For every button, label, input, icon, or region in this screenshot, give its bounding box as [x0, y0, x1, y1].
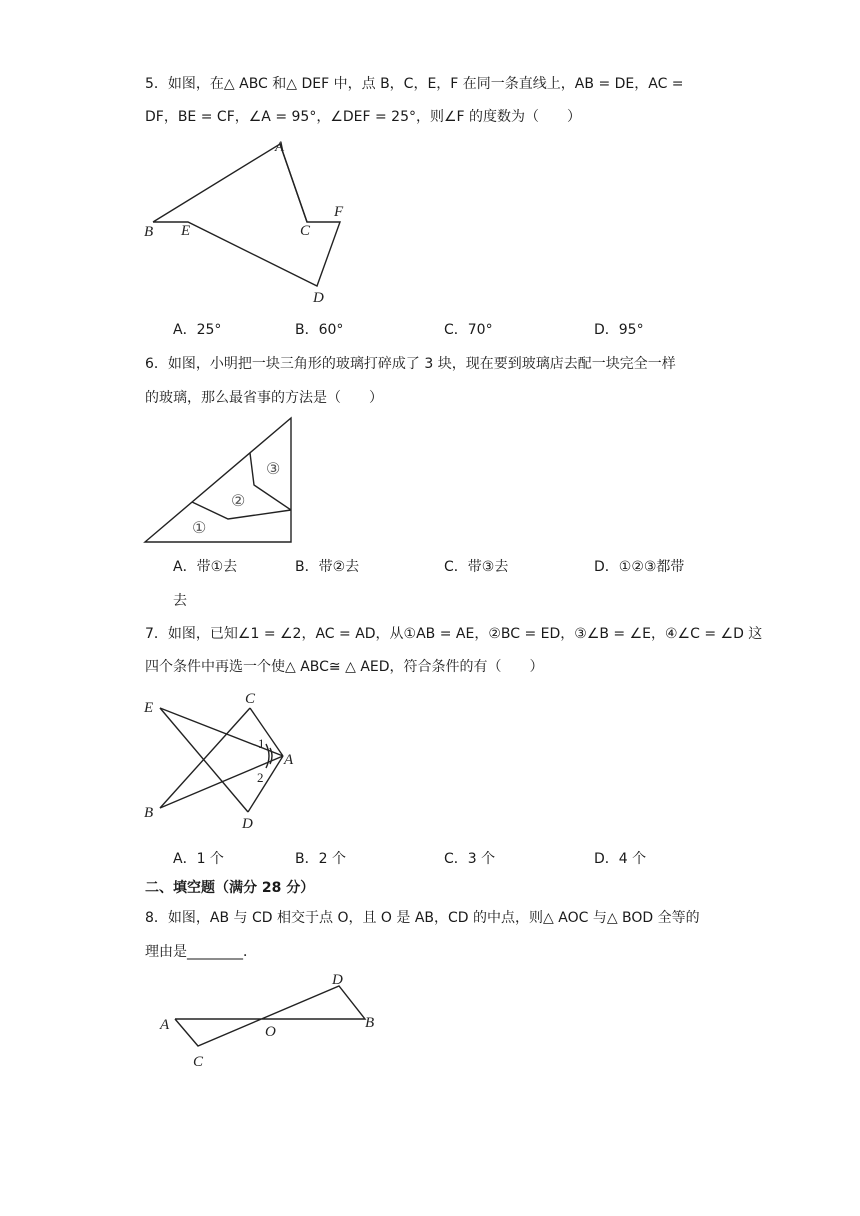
q7-label-B: B — [144, 805, 154, 821]
q8-label-B: B — [365, 1015, 375, 1031]
q6-option-d-wrap: 去 — [173, 593, 187, 609]
q5-option-a[interactable]: A．25° — [173, 322, 222, 338]
q6-option-c[interactable]: C．带③去 — [444, 559, 509, 575]
q8-label-A: A — [160, 1017, 170, 1033]
q6-figure — [140, 412, 300, 551]
q8-label-C: C — [193, 1054, 204, 1070]
q5-option-c[interactable]: C．70° — [444, 322, 493, 338]
q6-piece-3: ③ — [266, 461, 281, 478]
q7-option-d[interactable]: D．4 个 — [594, 851, 647, 867]
q5-option-b[interactable]: B．60° — [295, 322, 344, 338]
q6-text-line1: 6．如图，小明把一块三角形的玻璃打碎成了 3 块，现在要到玻璃店去配一块完全一样 — [145, 356, 676, 372]
q6-option-a[interactable]: A．带①去 — [173, 559, 238, 575]
q5-label-A: A — [275, 139, 285, 155]
q7-option-c[interactable]: C．3 个 — [444, 851, 496, 867]
q7-angle-2: 2 — [257, 770, 264, 785]
q7-label-E: E — [144, 700, 154, 716]
q8-figure — [150, 966, 390, 1080]
q5-label-F: F — [334, 204, 344, 220]
q5-option-d[interactable]: D．95° — [594, 322, 644, 338]
section-2-title: 二、填空题（满分 28 分） — [145, 880, 315, 896]
q5-text-line1: 5．如图，在△ ABC 和△ DEF 中，点 B，C，E，F 在同一条直线上，AB = DE，AC = — [145, 76, 684, 92]
q5-label-C: C — [300, 223, 311, 239]
q5-label-E: E — [181, 223, 191, 239]
q6-piece-2: ② — [231, 493, 246, 510]
q5-label-B: B — [144, 224, 154, 240]
q5-text-line2: DF，BE = CF，∠A = 95°，∠DEF = 25°，则∠F 的度数为（ ） — [145, 109, 582, 125]
q7-angle-1: 1 — [258, 736, 265, 751]
q8-label-D: D — [332, 972, 343, 988]
q7-label-C: C — [245, 691, 256, 707]
q8-text-line2: 理由是________． — [145, 944, 257, 960]
q7-text-line2: 四个条件中再选一个使△ ABC≅ △ AED，符合条件的有（ ） — [145, 659, 544, 675]
q7-option-a[interactable]: A．1 个 — [173, 851, 224, 867]
q7-label-D: D — [242, 816, 253, 832]
q6-text-line2: 的玻璃，那么最省事的方法是（ ） — [145, 390, 383, 406]
q5-label-D: D — [313, 290, 324, 306]
q7-text-line1: 7．如图，已知∠1 = ∠2，AC = AD，从①AB = AE，②BC = ED，③∠B = ∠E，④∠C = ∠D 这 — [145, 626, 763, 642]
q6-option-b[interactable]: B．带②去 — [295, 559, 360, 575]
q5-figure — [140, 136, 370, 315]
q8-text-line1: 8．如图，AB 与 CD 相交于点 O，且 O 是 AB，CD 的中点，则△ AOC 与△ BOD 全等的 — [145, 910, 700, 926]
q6-piece-1: ① — [192, 520, 207, 537]
q7-figure — [138, 686, 303, 840]
q7-label-A: A — [284, 752, 294, 768]
q7-option-b[interactable]: B．2 个 — [295, 851, 346, 867]
q8-label-O: O — [265, 1024, 276, 1040]
q6-option-d[interactable]: D．①②③都带 — [594, 559, 685, 575]
